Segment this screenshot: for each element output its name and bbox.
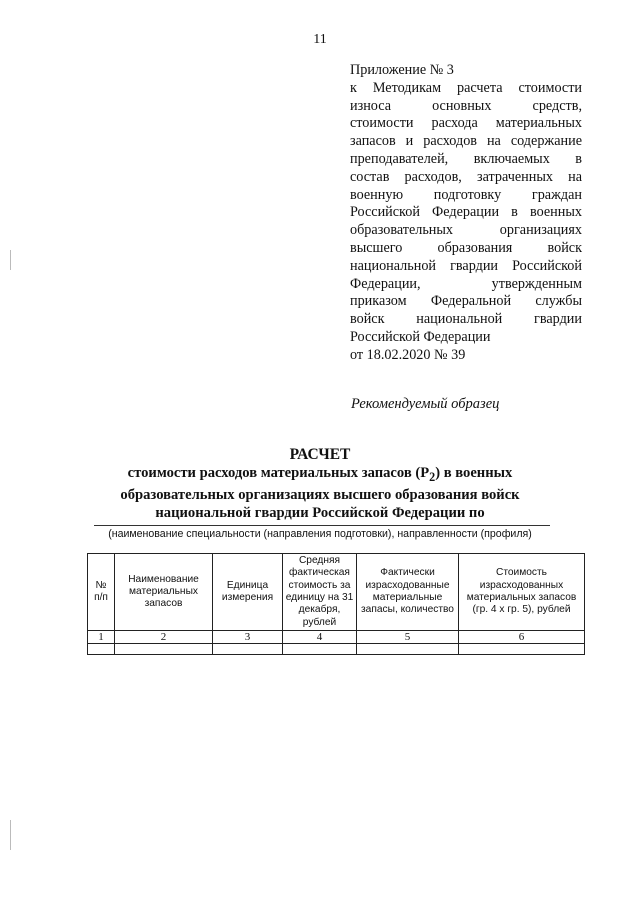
fill-in-line	[94, 525, 550, 526]
sample-label: Рекомендуемый образец	[351, 396, 500, 412]
table-cell	[88, 644, 115, 655]
appendix-line: стоимости расхода материальных	[350, 115, 582, 132]
appendix-line: Приложение № 3	[350, 62, 454, 78]
scan-edge-mark	[10, 820, 11, 850]
appendix-line: от 18.02.2020 № 39	[350, 346, 466, 363]
column-number: 6	[459, 631, 585, 644]
column-number: 4	[283, 631, 357, 644]
appendix-line: войск национальной гвардии	[350, 311, 582, 328]
fill-in-caption: (наименование специальности (направления подготовки), направленности (профиля)	[108, 528, 532, 540]
table-header-row	[88, 554, 585, 631]
document-subtitle	[90, 464, 550, 522]
table-cell	[283, 644, 357, 655]
subtitle-line-2: образовательных организациях высшего образования войск	[120, 486, 520, 503]
scan-edge-mark	[10, 250, 11, 270]
column-number: 3	[213, 631, 283, 644]
subtitle-line-3: национальной гвардии Российской Федерации по	[155, 504, 485, 521]
appendix-line: Федерации, утвержденным	[350, 275, 582, 292]
appendix-line: национальной гвардии Российской	[350, 257, 582, 274]
appendix-line: запасов и расходов на содержание	[350, 133, 582, 150]
table-cell	[357, 644, 459, 655]
column-number: 2	[115, 631, 213, 644]
table-cell	[115, 644, 213, 655]
subtitle-line-1: стоимости расходов материальных запасов $(Р_2)$ в военных	[127, 465, 513, 484]
column-header: Фактически израсходованные материальные запасы, количество	[357, 554, 459, 631]
appendix-line: военную подготовку граждан	[350, 186, 582, 203]
appendix-line: к Методикам расчета стоимости	[350, 79, 582, 96]
appendix-line: состав расходов, затраченных на	[350, 168, 582, 185]
column-header: Стоимость израсходованных материальных запасов (гр. 4 х гр. 5), рублей	[459, 554, 585, 631]
appendix-line: износа основных средств,	[350, 97, 582, 114]
column-header: Средняя фактическая стоимость за единицу на 31 декабря, рублей	[283, 554, 357, 631]
appendix-line: приказом Федеральной службы	[350, 293, 582, 310]
column-number: 1	[88, 631, 115, 644]
page-number: 11	[313, 32, 327, 47]
document-title: РАСЧЕТ	[289, 446, 351, 463]
appendix-line: Российской Федерации	[350, 328, 491, 345]
appendix-line: высшего образования войск	[350, 239, 582, 256]
column-number: 5	[357, 631, 459, 644]
table-cell	[213, 644, 283, 655]
empty-table-row	[88, 644, 585, 655]
column-number-row	[88, 631, 585, 644]
appendix-line: Российской Федерации в военных	[350, 204, 582, 221]
appendix-line: преподавателей, включаемых в	[350, 150, 582, 167]
column-header: № п/п	[88, 554, 115, 631]
column-header: Наименование материальных запасов	[115, 554, 213, 631]
subscript: 2	[429, 469, 436, 484]
appendix-line: образовательных организациях	[350, 222, 582, 239]
column-header: Единица измерения	[213, 554, 283, 631]
calculation-table	[87, 553, 585, 655]
appendix-block	[350, 62, 582, 365]
table-cell	[459, 644, 585, 655]
